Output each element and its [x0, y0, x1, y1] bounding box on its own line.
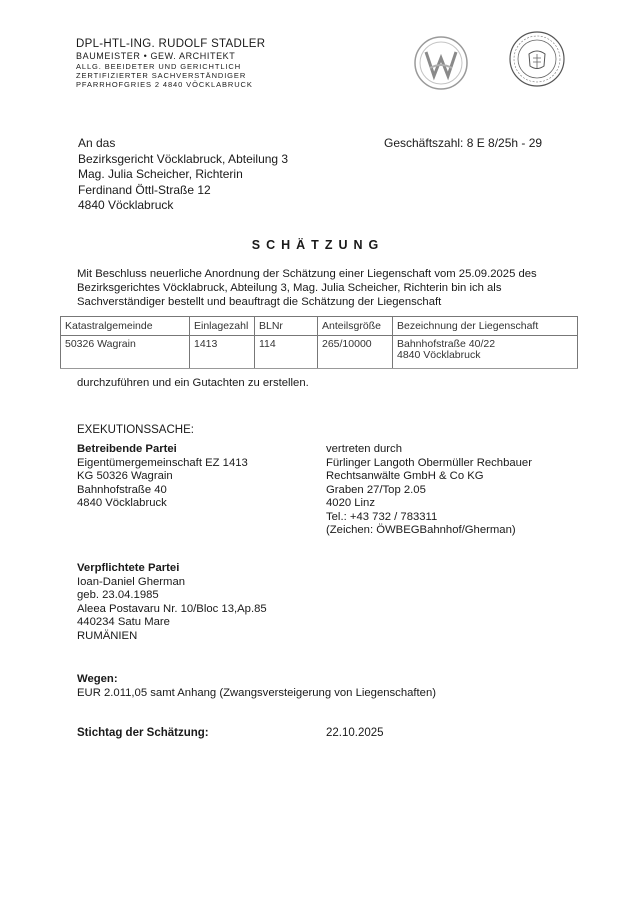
- table-cell: [393, 336, 578, 369]
- address-line: 4840 Vöcklabruck: [78, 198, 174, 212]
- property-table: [60, 316, 578, 369]
- rep-line: 4020 Linz: [326, 497, 375, 509]
- letterhead: [76, 38, 276, 89]
- table-cell: 50326 Wagrain: [61, 336, 190, 369]
- intro-paragraph: Mit Beschluss neuerliche Anordnung der Schätzung einer Liegenschaft vom 25.09.2025 des Bezirksgerichtes Vöcklabruck, Abteilung 3, Mag. Julia Scheicher, Richterin bin ich als Sachverständiger bestellt und beauftragt die Schätzung der Liegenschaft: [77, 268, 537, 308]
- rep-line: (Zeichen: ÖWBEGBahnhof/Gherman): [326, 524, 516, 536]
- column-header: Einlagezahl: [190, 317, 255, 336]
- table-header-row: [61, 317, 578, 336]
- address-line: Ferdinand Öttl-Straße 12: [78, 182, 211, 197]
- rep-line: vertreten durch: [326, 443, 402, 455]
- letterhead-line: BAUMEISTER • GEW. ARCHITEKT: [76, 51, 236, 61]
- party-line: RUMÄNIEN: [77, 629, 138, 642]
- letterhead-line: ZERTIFIZIERTER SACHVERSTÄNDIGER: [76, 70, 247, 80]
- table-row: [61, 336, 578, 369]
- letterhead-line: PFARRHOFGRIES 2 4840 VÖCKLABRUCK: [76, 79, 253, 89]
- rep-line: Rechtsanwälte GmbH & Co KG: [326, 470, 484, 482]
- address-line: An das: [78, 136, 116, 150]
- official-seal-icon: [508, 30, 566, 88]
- valuation-date-label: Stichtag der Schätzung:: [77, 727, 209, 739]
- table-cell: 1413: [190, 336, 255, 369]
- debtor-party: [77, 562, 337, 643]
- party-line: Eigentümergemeinschaft EZ 1413: [77, 456, 248, 469]
- table-cell: 114: [255, 336, 318, 369]
- reason-section: [77, 673, 597, 700]
- party-line: 4840 Vöcklabruck: [77, 497, 167, 509]
- reason-text: EUR 2.011,05 samt Anhang (Zwangsversteigerung von Liegenschaften): [77, 686, 436, 699]
- valuation-date: 22.10.2025: [326, 727, 384, 739]
- section-heading: EXEKUTIONSSACHE:: [77, 424, 194, 436]
- address-line: Mag. Julia Scheicher, Richterin: [78, 167, 243, 181]
- address-line: Bezirksgericht Vöcklabruck, Abteilung 3: [78, 151, 289, 166]
- document-title: SCHÄTZUNG: [251, 238, 385, 252]
- party-line: 440234 Satu Mare: [77, 616, 170, 628]
- property-address-line: Bahnhofstraße 40/22: [397, 338, 496, 350]
- column-header: Katastralgemeinde: [61, 317, 190, 336]
- table-cell: 265/10000: [318, 336, 393, 369]
- association-logo-icon: [412, 34, 470, 92]
- reason-label: Wegen:: [77, 673, 118, 685]
- creditor-party: [77, 443, 317, 511]
- party-line: Aleea Postavaru Nr. 10/Bloc 13,Ap.85: [77, 602, 267, 615]
- party-label: Betreibende Partei: [77, 443, 177, 455]
- letterhead-line: ALLG. BEEIDETER UND GERICHTLICH: [76, 61, 242, 71]
- rep-line: Fürlinger Langoth Obermüller Rechbauer: [326, 456, 532, 469]
- legal-representative: [326, 443, 586, 538]
- column-header: Bezeichnung der Liegenschaft: [393, 317, 578, 336]
- property-address-line: 4840 Vöcklabruck: [397, 349, 481, 361]
- party-line: KG 50326 Wagrain: [77, 470, 173, 482]
- party-line: Ioan-Daniel Gherman: [77, 575, 186, 588]
- party-line: Bahnhofstraße 40: [77, 483, 167, 496]
- after-table-text: durchzuführen und ein Gutachten zu erstellen.: [77, 377, 309, 389]
- column-header: BLNr: [255, 317, 318, 336]
- rep-line: Tel.: +43 732 / 783311: [326, 510, 438, 523]
- party-line: geb. 23.04.1985: [77, 589, 159, 601]
- rep-line: Graben 27/Top 2.05: [326, 483, 426, 496]
- expert-name: DPL-HTL-ING. RUDOLF STADLER: [76, 38, 266, 50]
- recipient-address: [78, 136, 378, 214]
- party-label: Verpflichtete Partei: [77, 562, 180, 574]
- case-number: Geschäftszahl: 8 E 8/25h - 29: [384, 136, 543, 150]
- column-header: Anteilsgröße: [318, 317, 393, 336]
